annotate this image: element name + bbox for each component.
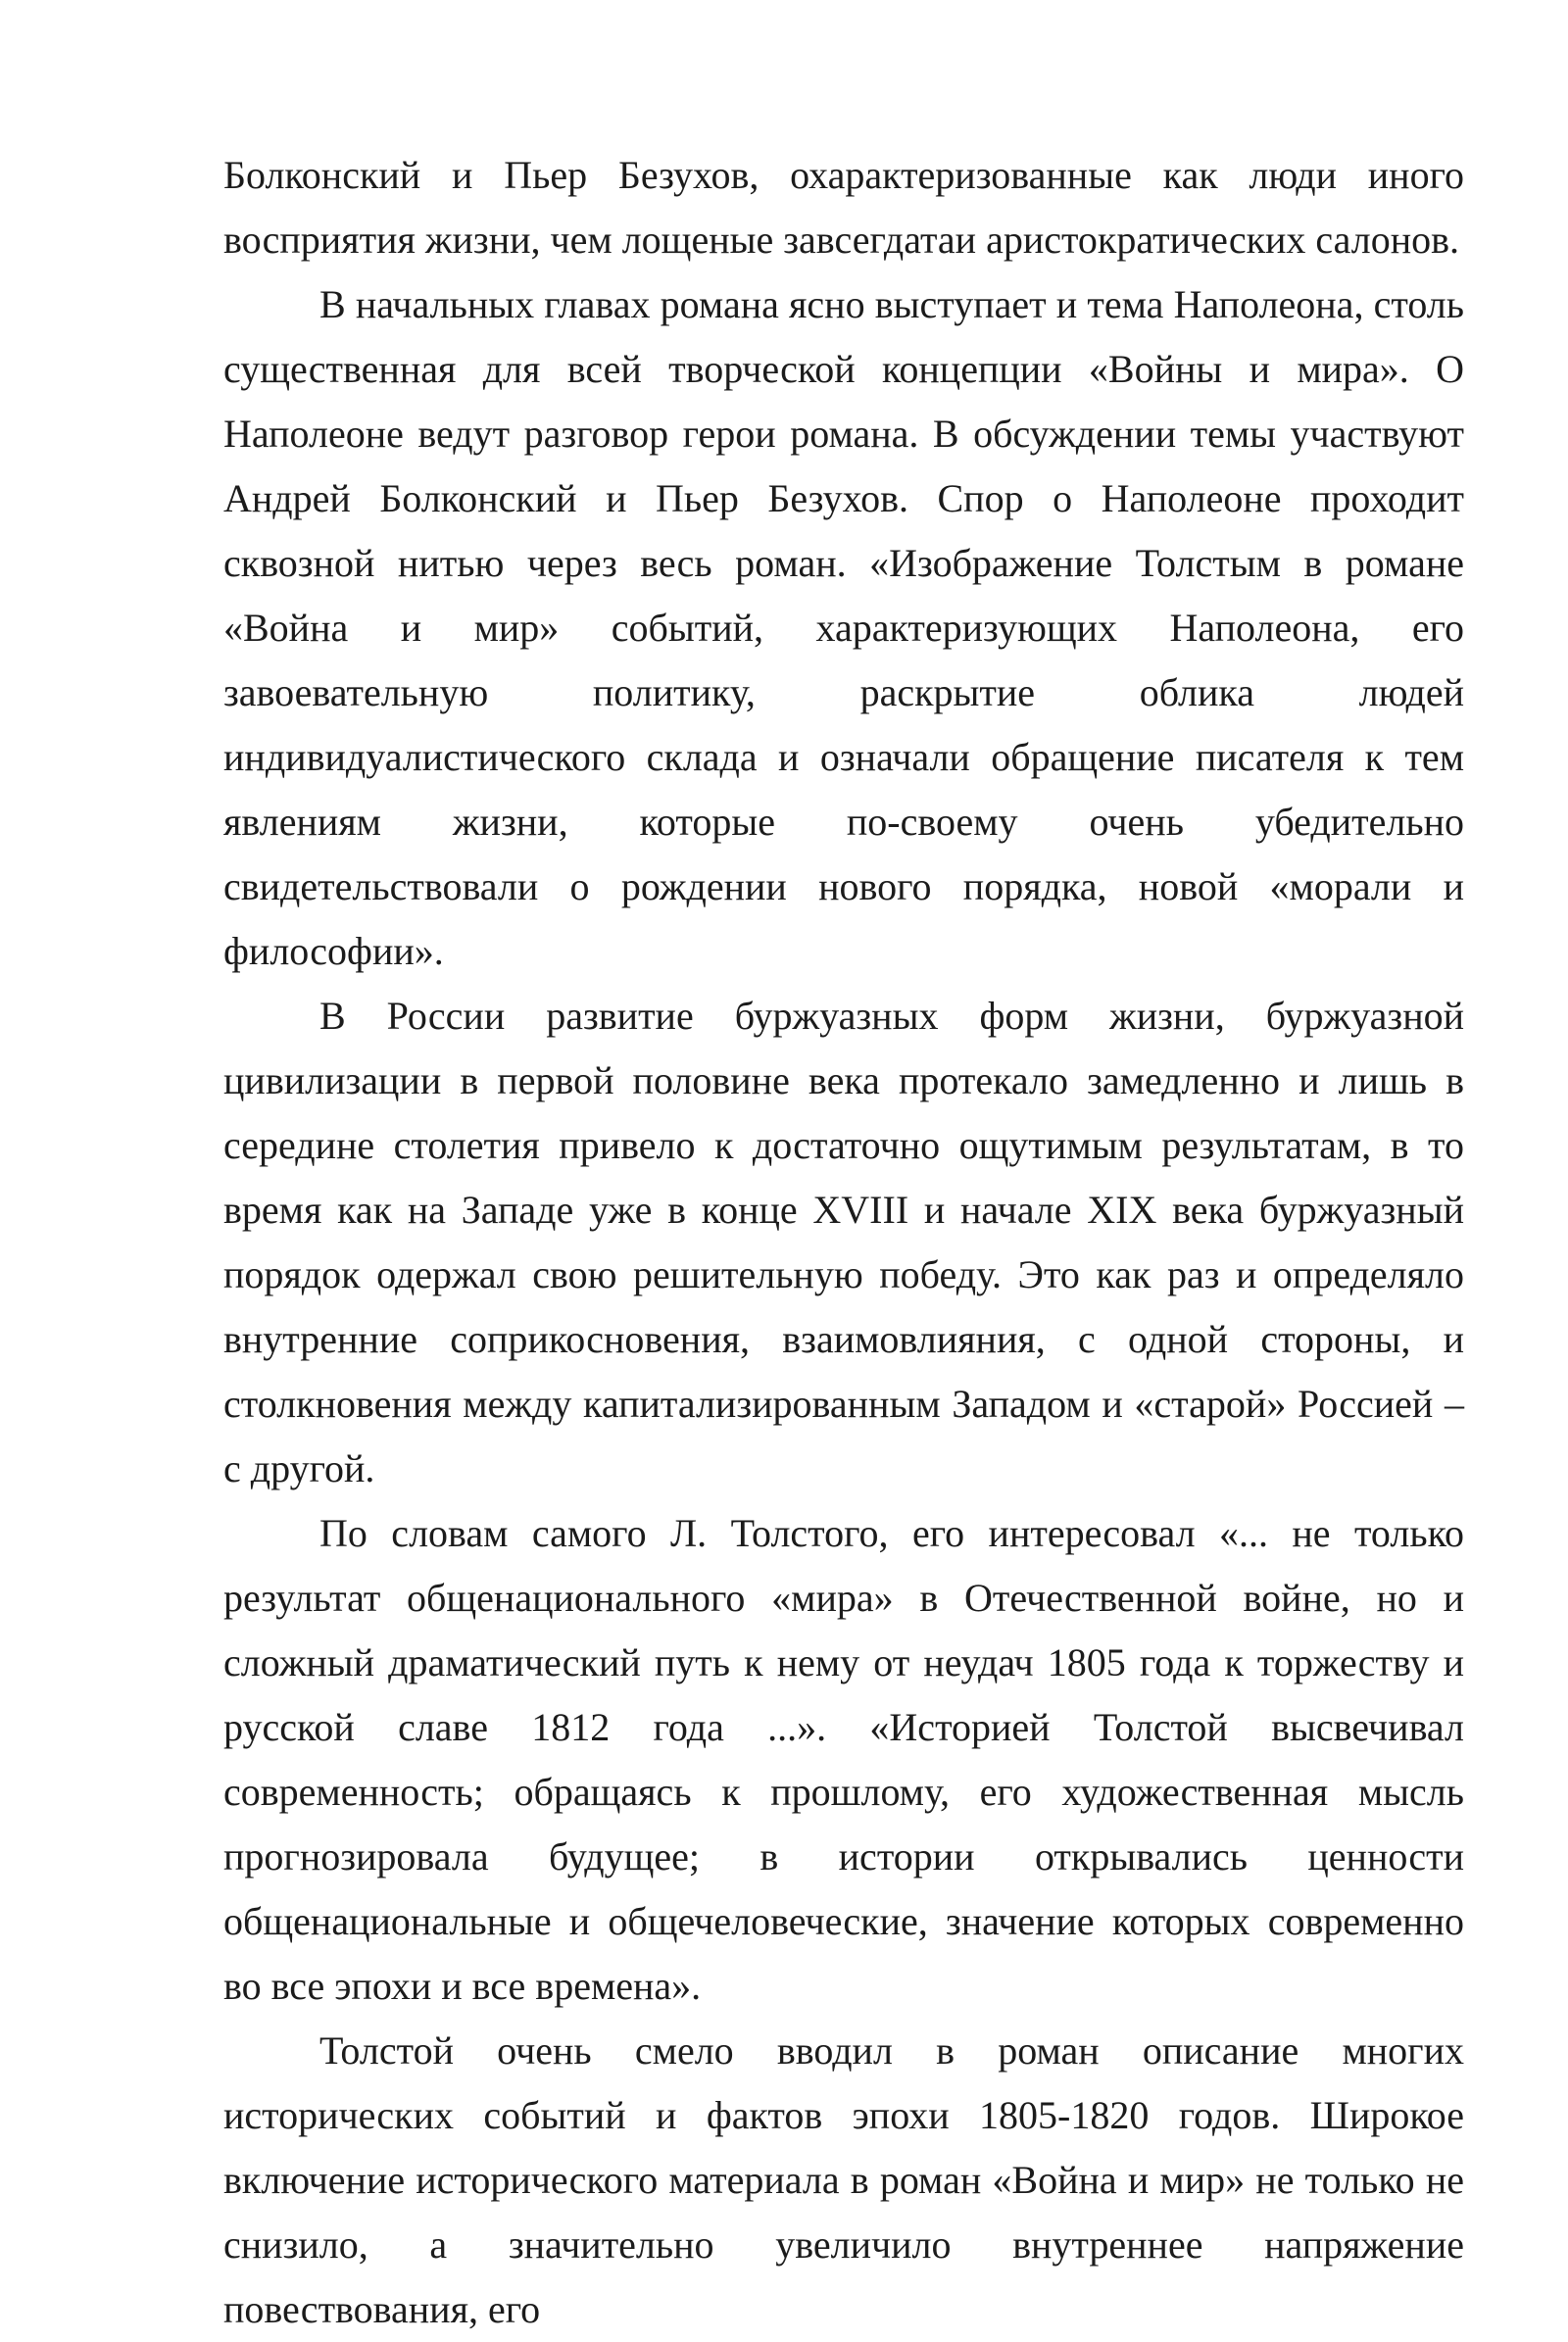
paragraph-continued: Болконский и Пьер Безухов, охарактеризованные как люди иного восприятия жизни, чем лощеные завсегдатаи аристократических салонов.	[223, 153, 1464, 262]
body-text	[223, 143, 1464, 2342]
paragraph-tolstoy-quote: По словам самого Л. Толстого, его интересовал «... не только результат общенационального «мира» в Отечественной войне, но и сложный драматический путь к нему от неудач 1805 года к торжеству и русской славе 1812 года ...». «Историей Толстой высвечивал современность; обращаясь к прошлому, его художественная мысль прогнозировала будущее; в истории открывались ценности общенациональные и общечеловеческие, значение которых современно во все эпохи и все времена».	[223, 1511, 1464, 2008]
paragraph-historical-events: Толстой очень смело вводил в роман описание многих исторических событий и фактов эпохи 1805-1820 годов. Широкое включение исторического материала в роман «Война и мир» не только не снизило, а значительно увеличило внутреннее напряжение повествования, его	[223, 2028, 1464, 2331]
paragraph-bourgeois-russia: В России развитие буржуазных форм жизни, буржуазной цивилизации в первой половине века протекало замедленно и лишь в середине столетия привело к достаточно ощутимым результатам, в то время как на Западе уже в конце XVIII и начале XIX века буржуазный порядок одержал свою решительную победу. Это как раз и определяло внутренние соприкосновения, взаимовлияния, с одной стороны, и столкновения между капитализированным Западом и «старой» Россией – с другой.	[223, 994, 1464, 1490]
paragraph-napoleon-theme: В начальных главах романа ясно выступает и тема Наполеона, столь существенная для всей творческой концепции «Войны и мира». О Наполеоне ведут разговор герои романа. В обсуждении темы участвуют Андрей Болконский и Пьер Безухов. Спор о Наполеоне проходит сквозной нитью через весь роман. «Изображение Толстым в романе «Война и мир» событий, характеризующих Наполеона, его завоевательную политику, раскрытие облика людей индивидуалистического склада и означали обращение писателя к тем явлениям жизни, которые по-своему очень убедительно свидетельствовали о рождении нового порядка, новой «морали и философии».	[223, 282, 1464, 973]
